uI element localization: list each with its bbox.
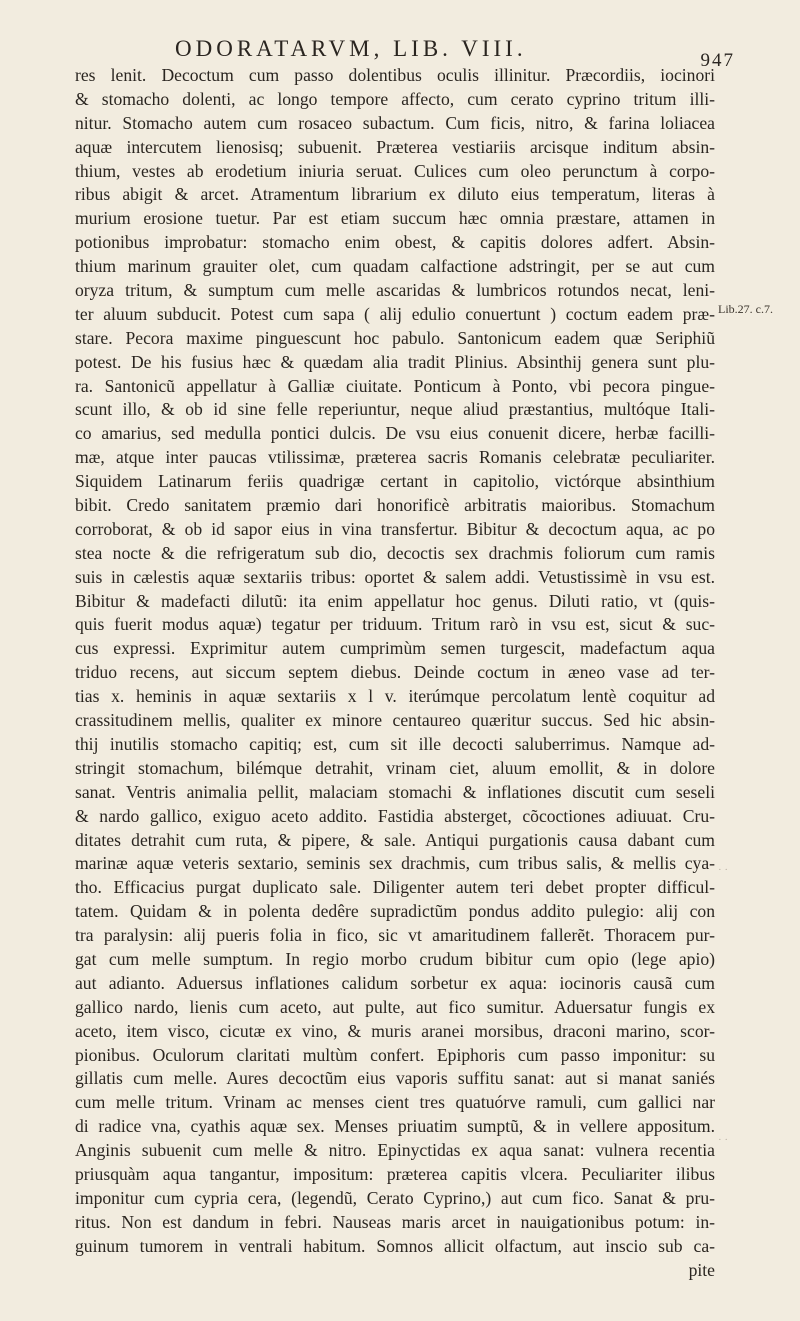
- text-line: oryza tritum, & sumptum cum melle ascaridas & lumbricos rotundos necat, leni-: [75, 280, 715, 301]
- text-line: suis in cælestis aquæ sextariis tribus: oportet & salem addi. Vetustissimè in vsu est.: [75, 566, 715, 587]
- text-line: nitur. Stomacho autem cum rosaceo subactum. Cum ficis, nitro, & farina loliacea: [75, 112, 715, 133]
- text-line: cum melle tritum. Vrinam ac menses cient tres quatuórve ramuli, cum gallici nar: [75, 1092, 715, 1113]
- page-number: 947: [700, 50, 735, 71]
- text-line: quis fuerit modus aquæ) tegatur per triduum. Tritum rarò in vsu est, sicut & suc-: [75, 614, 715, 635]
- text-line: tatem. Quidam & in polenta dedêre supradictũm pondus addito pulegio: alij con: [75, 901, 715, 922]
- text-line: stea nocte & die refrigeratum sub dio, decoctis sex drachmis foliorum cum ramis: [75, 542, 715, 563]
- text-line: corroborat, & ob id sapor eius in vina transfertur. Bibitur & decoctum aqua, ac po: [75, 518, 715, 539]
- text-line: marinæ aquæ veteris sextario, seminis sex drachmis, cum tribus salis, & mellis cya-: [75, 853, 715, 874]
- running-title: ODORATARVM, LIB. VIII.: [175, 36, 527, 61]
- text-line: thium, vestes ab erodetium iniuria seruat. Culices cum oleo perunctum à corpo-: [75, 160, 715, 181]
- text-line: thij inutilis stomacho capitiq; est, cum sit ille decocti saluberrimus. Namque ad-: [75, 733, 715, 754]
- text-line: ra. Santonicũ appellatur à Galliæ ciuitate. Ponticum à Ponto, vbi pecora pingue-: [75, 375, 715, 396]
- text-line: aceto, item visco, cicutæ ex vino, & muris aranei morsibus, draconi marino, scor-: [75, 1020, 715, 1041]
- text-line: & stomacho dolenti, ac longo tempore affecto, cum cerato cyprino tritum illi-: [75, 88, 715, 109]
- text-line: imponitur cum cypria cera, (legendũ, Cerato Cyprino,) aut cum fico. Sanat & pru-: [75, 1187, 715, 1208]
- text-line: scunt illo, & ob id sine felle reperiuntur, neque aliud præstantius, multóque Itali-: [75, 399, 715, 420]
- text-line: triduo recens, aut siccum septem diebus. Deinde coctum in æneo vase ad ter-: [75, 662, 715, 683]
- margin-note: Lib.27. c.7.: [718, 302, 773, 316]
- body-text: [75, 64, 715, 1282]
- text-line: crassitudinem mellis, qualiter ex minore centaureo quæritur succus. Sed hic absin-: [75, 710, 715, 731]
- text-line: pite: [688, 1259, 715, 1280]
- text-line: & nardo gallico, exiguo aceto addito. Fastidia absterget, cõcoctiones adiuuat. Cru-: [75, 805, 715, 826]
- margin-note: · ·: [718, 1134, 729, 1146]
- text-line: gillatis cum melle. Aures decoctũm eius vaporis suffitu sanat: aut si manat saniés: [75, 1068, 715, 1089]
- text-line: tias x. heminis in aquæ sextariis x l v. iterúmque percolatum lentè coquitur ad: [75, 686, 715, 707]
- text-line: sanat. Ventris animalia pellit, malaciam stomachi & inflationes discutit cum seseli: [75, 781, 715, 802]
- text-line: di radice vna, cyathis aquæ sex. Menses priuatim sumptũ, & in vellere appositum.: [75, 1116, 715, 1137]
- margin-note: · ·: [718, 864, 729, 876]
- text-line: potest. De his fusius hæc & quædam alia tradit Plinius. Absinthij genera sunt plu-: [75, 351, 715, 372]
- text-line: res lenit. Decoctum cum passo dolentibus oculis illinitur. Præcordiis, iocinori: [75, 65, 715, 85]
- text-line: mæ, atque inter paucas vtilissimæ, præterea sacris Romanis celebratæ peculiariter.: [75, 447, 715, 468]
- text-line: Bibitur & madefacti dilutũ: ita enim appellatur hoc genus. Diluti ratio, vt (quis-: [75, 590, 715, 611]
- text-line: ditates detrahit cum ruta, & pipere, & sale. Antiqui purgationis causa dabant cum: [75, 829, 715, 850]
- text-line: cus expressi. Exprimitur autem cumprimùm semen turgescit, madefactum aqua: [75, 638, 715, 659]
- text-line: tra paralysin: alij pueris folia in fico, sic vt amaritudinem fallerẽt. Thoracem pur-: [75, 925, 715, 946]
- text-line: bibit. Credo sanitatem præmio dari honorificè arbitratis maioribus. Stomachum: [75, 495, 715, 516]
- text-line: guinum tumorem in ventrali habitum. Somnos allicit olfactum, aut inscio sub ca-: [75, 1235, 715, 1256]
- text-line: pionibus. Oculorum claritati multùm confert. Epiphoris cum passo imponitur: su: [75, 1044, 715, 1065]
- text-line: tho. Efficacius purgat duplicato sale. Diligenter autem teri debet propter difficul-: [75, 877, 715, 898]
- text-line: ribus abigit & arcet. Atramentum librarium ex diluto eius temperatum, literas à: [75, 184, 715, 205]
- text-line: gat cum melle sumptum. In regio morbo crudum bibitur cum opio (lege apio): [75, 948, 715, 969]
- text-line: gallico nardo, lienis cum aceto, aut pulte, aut fico sumitur. Aduersatur fungis ex: [75, 996, 715, 1017]
- text-line: priusquàm aqua tangantur, impositum: præterea capitis vlcera. Peculiariter ilibus: [75, 1163, 715, 1184]
- text-line: thium marinum grauiter olet, cum quadam calfactione adstringit, per se aut cum: [75, 256, 715, 277]
- text-line: Siquidem Latinarum feriis quadrigæ certant in capitolio, victórque absinthium: [75, 471, 715, 492]
- text-line: stare. Pecora maxime pinguescunt hoc pabulo. Santonicum eadem quæ Seriphiũ: [75, 327, 715, 348]
- text-line: ter aluum subducit. Potest cum sapa ( alij edulio conuertunt ) coctum eadem præ-: [75, 303, 715, 324]
- text-line: potionibus improbatur: stomacho enim obest, & capitis dolores adfert. Absin-: [75, 232, 715, 253]
- text-line: murium erosione tuetur. Par est etiam succum hæc omnia præstare, attamen in: [75, 208, 715, 229]
- text-line: Anginis subuenit cum melle & nitro. Epinyctidas ex aqua sanat: vulnera recentia: [75, 1140, 715, 1161]
- text-line: ritus. Non est dandum in febri. Nauseas maris arcet in nauigationibus potum: in-: [75, 1211, 715, 1232]
- text-line: aquæ intercutem lienosisq; subuenit. Præterea vestiariis arcisque inditum absin-: [75, 136, 715, 157]
- page-header: [175, 36, 735, 71]
- text-line: stringit stomachum, bilémque detrahit, vrinam ciet, aluum emollit, & in dolore: [75, 757, 715, 778]
- text-line: co amarius, sed medulla pontici dulcis. De vsu eius conuenit dicere, herbæ facilli-: [75, 423, 715, 444]
- text-line: aut adianto. Aduersus inflationes calidum sorbetur ex aqua: iocinoris causã cum: [75, 972, 715, 993]
